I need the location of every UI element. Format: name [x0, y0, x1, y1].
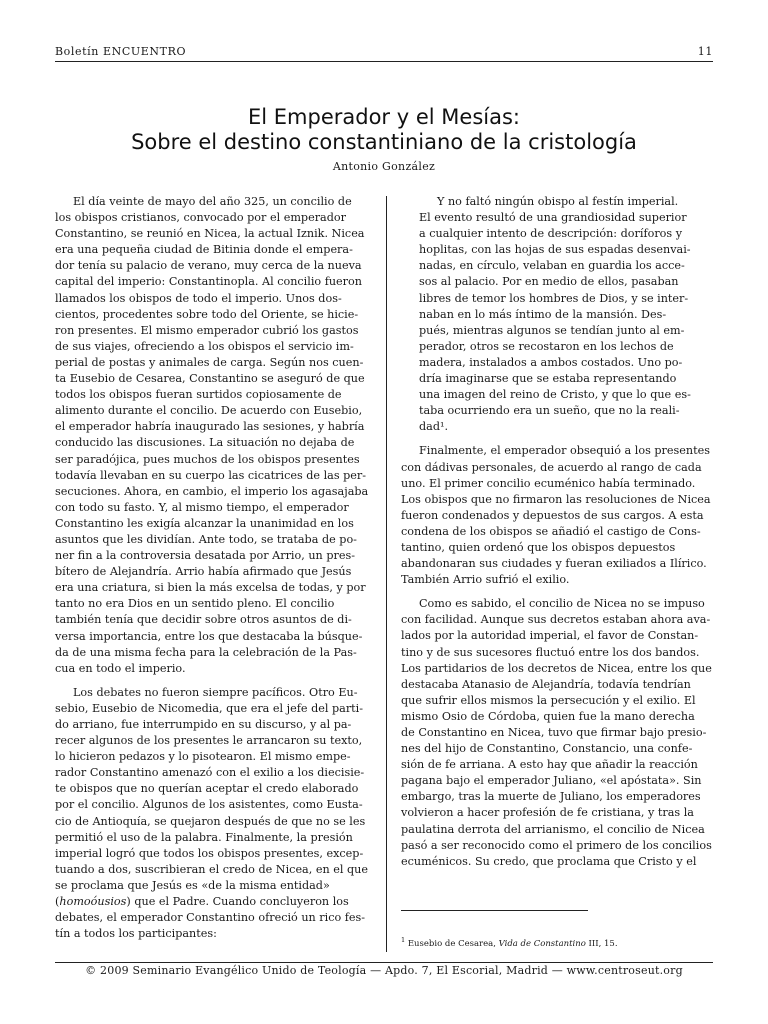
- text-line: [401, 435, 713, 443]
- text-line: tino y de sus sucesores fluctuó entre los dos bandos.: [401, 645, 700, 659]
- text-line: de sus viajes, ofreciendo a los obispos el servicio im-: [55, 339, 354, 353]
- text-line: asuntos que les dividían. Ante todo, se trataba de po-: [55, 532, 357, 546]
- text-line: ecuménicos. Su credo, que proclama que Cristo y el: [401, 854, 697, 868]
- text-line: el emperador habría inaugurado las sesiones, y habría: [55, 420, 365, 434]
- text-line: Finalmente, el emperador obsequió a los presentes: [419, 444, 710, 458]
- footnote: [401, 936, 618, 949]
- text-line: paulatina derrota del arrianismo, el concilio de Nicea: [401, 822, 705, 836]
- text-line: lados por la autoridad imperial, el favor de Constan-: [401, 629, 699, 643]
- text-line: cio de Antioquía, se quejaron después de que no se les: [55, 814, 366, 828]
- text-line: alimento durante el concilio. De acuerdo con Eusebio,: [55, 404, 363, 418]
- text-line: tantino, quien ordenó que los obispos depuestos: [401, 540, 676, 554]
- text-line: sión de fe arriana. A esto hay que añadir la reacción: [401, 758, 698, 772]
- text-line: a cualquier intento de descripción: doríforos y: [419, 227, 683, 241]
- text-line: El evento resultó de una grandiosidad superior: [419, 211, 687, 225]
- text-line: se proclama que Jesús es «de la misma entidad»: [55, 878, 330, 892]
- text-line: cientos, procedentes sobre todo del Oriente, se hicie-: [55, 307, 359, 321]
- article-subtitle: Sobre el destino constantiniano de la cristología: [131, 130, 637, 154]
- footer-rule: [55, 962, 713, 963]
- text-line: cua en todo el imperio.: [55, 661, 186, 675]
- text-line: condena de los obispos se añadió el castigo de Cons-: [401, 524, 701, 538]
- text-line: (homoóusios) que el Padre. Cuando concluyeron los: [55, 895, 349, 909]
- text-line: ta Eusebio de Cesarea, Constantino se aseguró de que: [55, 372, 365, 386]
- text-line: recer algunos de los presentes le arrancaron su texto,: [55, 734, 363, 748]
- text-line: conducido las discusiones. La situación no dejaba de: [55, 436, 355, 450]
- text-line: uno. El primer concilio ecuménico había terminado.: [401, 476, 696, 490]
- article-author: Antonio González: [332, 160, 436, 173]
- text-line: versa importancia, entre los que destacaba la búsque-: [55, 629, 363, 643]
- text-line: da de una misma fecha para la celebración de la Pas-: [55, 645, 357, 659]
- text-line: sos al palacio. Por en medio de ellos, pasaban: [419, 275, 679, 289]
- text-line: pasó a ser reconocido como el primero de los concilios: [401, 838, 712, 852]
- text-line: destacaba Atanasio de Alejandría, todavía tendrían: [401, 677, 691, 691]
- text-line: naban en lo más íntimo de la mansión. Des-: [419, 307, 667, 321]
- text-line: ron presentes. El mismo emperador cubrió los gastos: [55, 323, 359, 337]
- text-line: lo hicieron pedazos y lo pisotearon. El mismo empe-: [55, 750, 351, 764]
- text-line: todavía llevaban en su cuerpo las cicatrices de las per-: [55, 468, 367, 482]
- text-line: tanto no era Dios en un sentido pleno. El concilio: [55, 597, 335, 611]
- text-line: El día veinte de mayo del año 325, un concilio de: [73, 195, 352, 208]
- text-line: hoplitas, con las hojas de sus espadas desenvai-: [419, 243, 691, 257]
- left-text-column: [55, 194, 373, 942]
- text-line: [55, 677, 373, 685]
- text-line: Los debates no fueron siempre pacíficos. Otro Eu-: [73, 685, 358, 699]
- text-line: Constantino les exigía alcanzar la unanimidad en los: [55, 516, 354, 530]
- text-line: [401, 588, 713, 596]
- publication-name: Boletín ENCUENTRO: [55, 45, 187, 58]
- text-line: Y no faltó ningún obispo al festín imperial.: [437, 195, 679, 208]
- text-line: sebio, Eusebio de Nicomedia, que era el jefe del parti-: [55, 701, 364, 715]
- text-line: con dádivas personales, de acuerdo al rango de cada: [401, 460, 702, 474]
- text-line: todos los obispos fueran surtidos copiosamente de: [55, 388, 342, 402]
- text-line: secuciones. Ahora, en cambio, el imperio los agasajaba: [55, 484, 369, 498]
- text-line: ner fin a la controversia desatada por Arrio, un pres-: [55, 549, 355, 563]
- page-footer: © 2009 Seminario Evangélico Unido de Teología — Apdo. 7, El Escorial, Madrid — www.centroseut.org: [85, 964, 683, 977]
- text-line: También Arrio sufrió el exilio.: [401, 573, 570, 587]
- text-line: también tenía que decidir sobre otros asuntos de di-: [55, 613, 352, 627]
- text-line: Los partidarios de los decretos de Nicea, entre los que: [401, 661, 712, 675]
- footnote-author: Eusebio de Cesarea,: [407, 938, 496, 949]
- text-line: por el concilio. Algunos de los asistentes, como Eusta-: [55, 798, 363, 812]
- text-line: libres de temor los hombres de Dios, y se inter-: [419, 291, 689, 305]
- text-line: una imagen del reino de Cristo, y que lo que es-: [419, 388, 691, 402]
- text-line: embargo, tras la muerte de Juliano, los emperadores: [401, 790, 701, 804]
- text-line: taba ocurriendo era un sueño, que no la reali-: [419, 404, 680, 418]
- text-line: pagana bajo el emperador Juliano, «el apóstata». Sin: [401, 774, 702, 788]
- column-divider: [386, 196, 387, 952]
- text-line: tín a todos los participantes:: [55, 927, 217, 941]
- text-line: con todo su fasto. Y, al mismo tiempo, el emperador: [55, 500, 349, 514]
- right-text-column: [401, 194, 713, 870]
- text-line: era una pequeña ciudad de Bitinia donde el empera-: [55, 243, 353, 257]
- text-line: debates, el emperador Constantino ofreció un rico fes-: [55, 911, 366, 925]
- text-line: bítero de Alejandría. Arrio había afirmado que Jesús: [55, 565, 352, 579]
- article-title: El Emperador y el Mesías:: [248, 105, 520, 129]
- page-number: 11: [697, 45, 713, 58]
- footnote-reference: III, 15.: [588, 938, 618, 949]
- header-rule: [55, 61, 713, 62]
- text-line: pués, mientras algunos se tendían junto al em-: [419, 323, 685, 337]
- text-line: mismo Osio de Córdoba, quien fue la mano derecha: [401, 709, 695, 723]
- text-line: imperial logró que todos los obispos presentes, excep-: [55, 846, 364, 860]
- text-line: nes del hijo de Constantino, Constancio, una confe-: [401, 742, 693, 756]
- text-line: llamados los obispos de todo el imperio. Unos dos-: [55, 291, 342, 305]
- text-line: dad¹.: [419, 420, 449, 434]
- text-line: fueron condenados y depuestos de sus cargos. A esta: [401, 508, 704, 522]
- text-line: que sufrir ellos mismos la persecución y el exilio. El: [401, 693, 696, 707]
- text-line: tuando a dos, suscribieran el credo de Nicea, en el que: [55, 862, 368, 876]
- text-line: rador Constantino amenazó con el exilio a los diecisie-: [55, 766, 365, 780]
- running-header: [55, 45, 713, 61]
- text-line: perial de postas y animales de carga. Según nos cuen-: [55, 355, 364, 369]
- text-line: Como es sabido, el concilio de Nicea no se impuso: [419, 597, 705, 611]
- text-line: Los obispos que no firmaron las resoluciones de Nicea: [401, 492, 711, 506]
- text-line: los obispos cristianos, convocado por el emperador: [55, 211, 346, 225]
- text-line: de Constantino en Nicea, tuvo que firmar bajo presio-: [401, 726, 707, 739]
- footnote-rule: [401, 910, 588, 911]
- text-line: madera, instalados a ambos costados. Uno po-: [419, 355, 683, 369]
- text-line: abandonaran sus ciudades y fueran exiliados a Ilírico.: [401, 557, 707, 571]
- text-line: te obispos que no querían aceptar el credo elaborado: [55, 782, 359, 796]
- text-line: dor tenía su palacio de verano, muy cerca de la nueva: [55, 259, 362, 273]
- text-line: permitió el uso de la palabra. Finalmente, la presión: [55, 830, 353, 844]
- text-line: nadas, en círculo, velaban en guardia los acce-: [419, 259, 685, 273]
- text-line: capital del imperio: Constantinopla. Al concilio fueron: [55, 275, 362, 289]
- text-line: dría imaginarse que se estaba representando: [419, 372, 677, 386]
- text-line: do arriano, fue interrumpido en su discurso, y al pa-: [55, 718, 352, 731]
- text-line: volvieron a hacer profesión de fe cristiana, y tras la: [401, 806, 694, 820]
- text-line: Constantino, se reunió en Nicea, la actual Iznik. Nicea: [55, 227, 365, 241]
- footnote-work: Vida de Constantino: [498, 938, 586, 949]
- text-line: con facilidad. Aunque sus decretos estaban ahora ava-: [401, 613, 711, 627]
- text-line: era una criatura, si bien la más excelsa de todas, y por: [55, 581, 366, 595]
- footnote-number: 1: [401, 936, 406, 944]
- text-line: perador, otros se recostaron en los lechos de: [419, 339, 674, 353]
- text-line: ser paradójica, pues muchos de los obispos presentes: [55, 452, 360, 466]
